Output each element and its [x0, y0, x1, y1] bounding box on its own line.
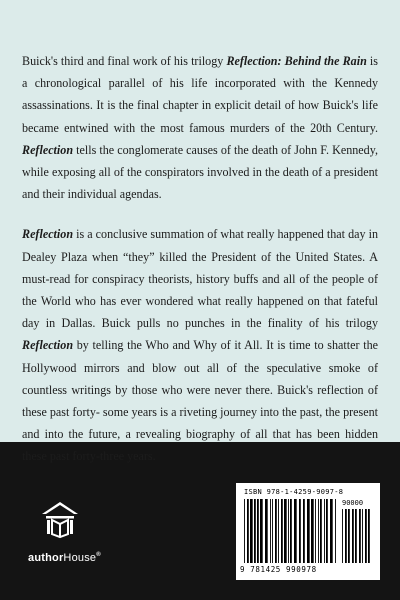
book-title-emphasis: Reflection: [22, 142, 74, 157]
barcode-bar: [260, 499, 263, 563]
publisher-name-bold: author: [28, 552, 64, 564]
description-text: by telling the Who and Why of it All. It is time to shatter the Hollywood mirrors and blow out all of the speculative smoke of countless writings by those who were never there. Buick's reflection of these past forty- some years is a riveting journey into the past, the present and into the future, a revealing biography of all that has been hidden these past forty-three years.: [22, 338, 378, 464]
barcode-bar: [244, 499, 245, 563]
barcode-bar: [359, 509, 361, 563]
ean-barcode-bars: [244, 499, 338, 563]
barcode-bar: [254, 499, 256, 563]
barcode-bar: [355, 509, 357, 563]
barcode-bar: [272, 499, 273, 563]
barcode-bar: [284, 499, 287, 563]
description-text: is a conclusive summation of what really happened that day in Dealey Plaza when “they” killed the President of the United States. A must-read for conspiracy theorists, history buffs and all of the people of the World who has ever wondered what really happened on that fateful day in Dallas. Buick pulls no punches in the finality of his trilogy: [22, 227, 378, 331]
isbn-label: ISBN 978-1-4259-9097-8: [244, 488, 344, 496]
barcode-bar: [324, 499, 325, 563]
book-title-emphasis: Reflection: [22, 227, 74, 242]
barcode-bar: [265, 499, 268, 563]
barcode-bar: [294, 499, 297, 563]
barcode-bar: [342, 509, 343, 563]
description-text: Buick's third and final work of his trilogy: [22, 54, 227, 68]
barcode-bar: [303, 499, 305, 563]
barcode-bar: [345, 509, 347, 563]
house-book-icon: [40, 500, 80, 540]
price-code: 90000: [342, 499, 364, 507]
barcode-bar: [318, 499, 319, 563]
description-paragraph-2: [22, 223, 378, 467]
barcode-bar: [326, 499, 328, 563]
publisher-name-light: House: [63, 552, 97, 564]
barcode-bar: [290, 499, 292, 563]
publisher-name: [28, 552, 101, 564]
book-title-emphasis: Reflection: [22, 338, 74, 353]
barcode-bar: [250, 499, 253, 563]
barcode-bar: [320, 499, 322, 563]
barcode-bar: [352, 509, 354, 563]
barcode-bar: [368, 509, 370, 563]
barcode-bar: [307, 499, 310, 563]
barcode-bar: [257, 499, 259, 563]
barcode-bar: [299, 499, 301, 563]
barcode-bar: [311, 499, 314, 563]
description-text: is a chronological parallel of his life incorporated with the Kennedy assassinations. It is the final chapter in explicit detail of how Buick's life became entwined with the most famous murders of the 20th Century.: [22, 54, 378, 135]
barcode-bar: [275, 499, 277, 563]
barcode-bar: [281, 499, 283, 563]
addon-barcode-bars: [342, 509, 372, 563]
ean-digits: 9 781425 990978: [240, 565, 317, 574]
barcode-bar: [348, 509, 350, 563]
barcode-bar: [365, 509, 367, 563]
publisher-logo: [20, 500, 130, 580]
isbn-barcode: [236, 483, 380, 580]
barcode-bar: [362, 509, 363, 563]
barcode-bar: [270, 499, 271, 563]
book-title-emphasis: Reflection: Behind the Rain: [226, 54, 367, 68]
description-paragraph-1: [22, 50, 378, 205]
barcode-bar: [278, 499, 279, 563]
barcode-bar: [315, 499, 316, 563]
registered-mark: ®: [96, 552, 101, 558]
barcode-bar: [335, 499, 336, 563]
barcode-bar: [288, 499, 289, 563]
barcode-bar: [247, 499, 249, 563]
barcode-bar: [330, 499, 333, 563]
description-text: tells the conglomerate causes of the death of John F. Kennedy, while exposing all of the conspirators involved in the death of a president and their individual agendas.: [22, 142, 378, 202]
